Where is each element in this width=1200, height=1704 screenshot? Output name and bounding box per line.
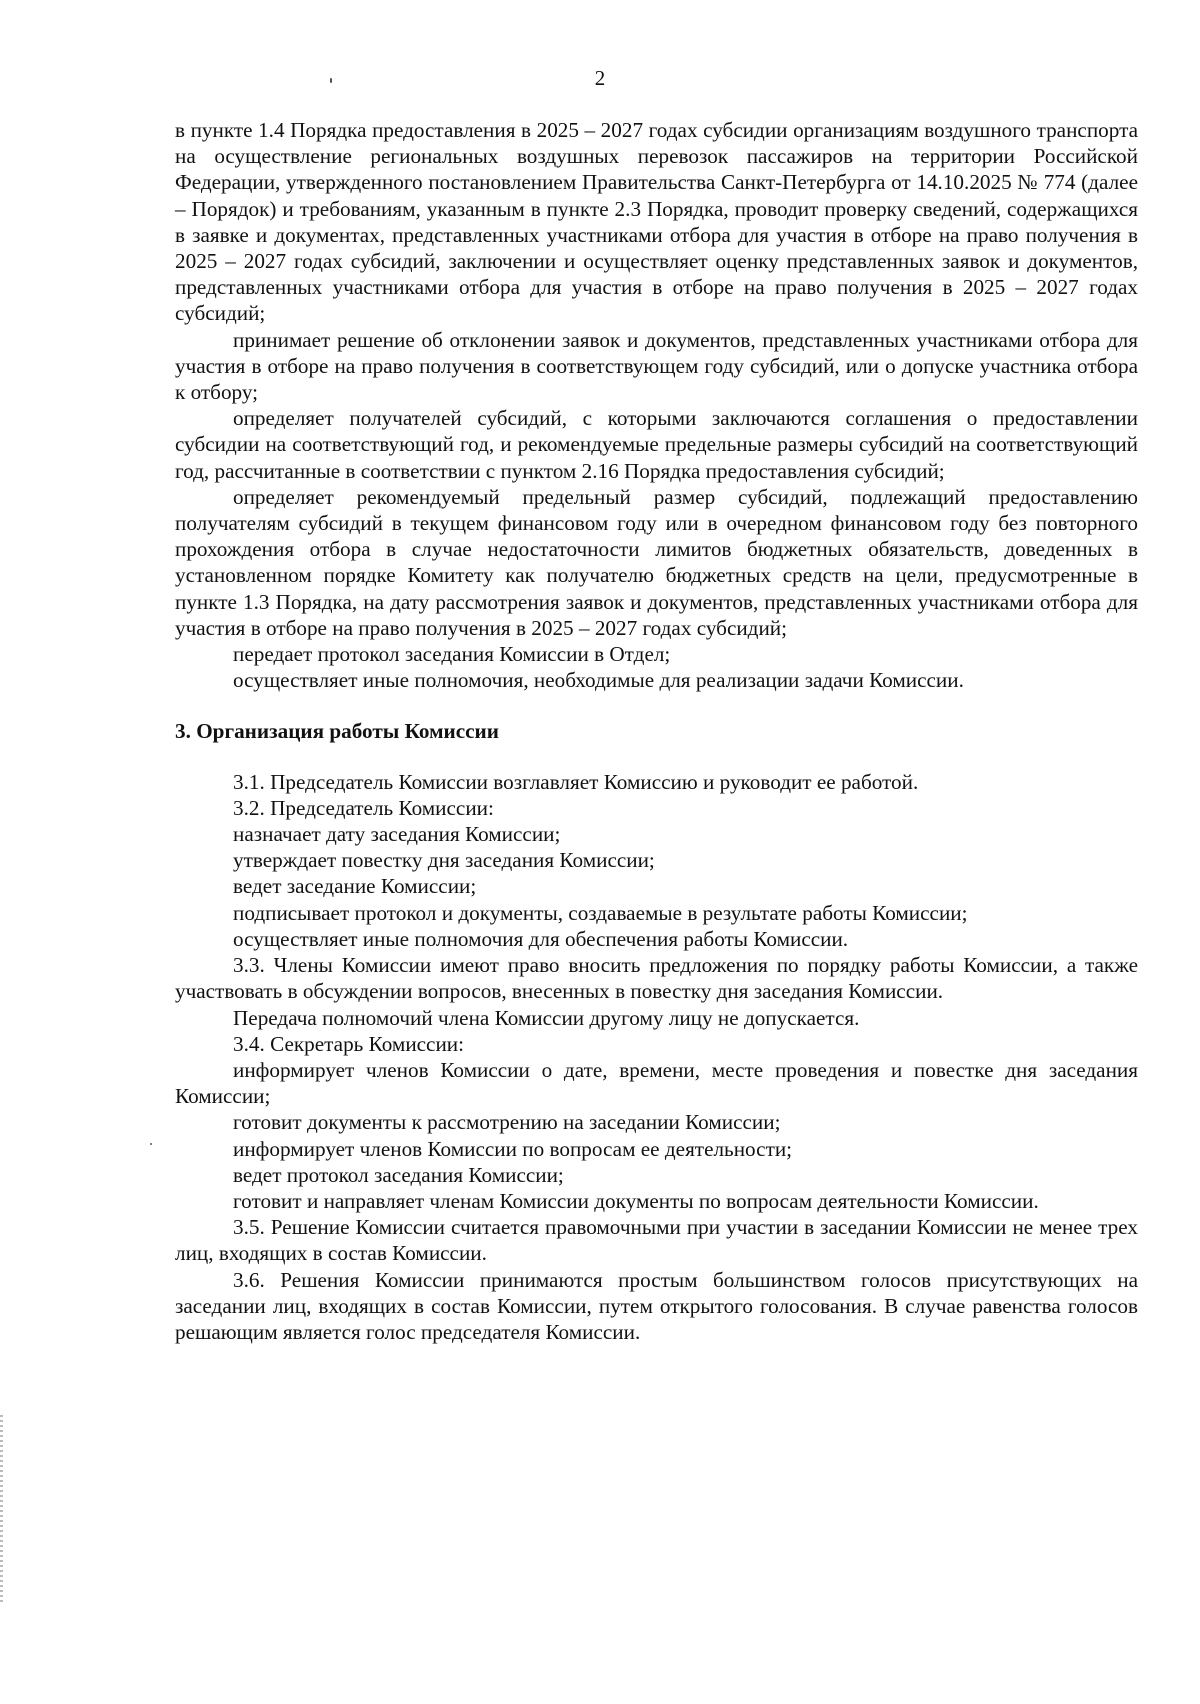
paragraph-delegation: Передача полномочий члена Комиссии другому лицу не допускается. bbox=[233, 1005, 860, 1030]
document-body bbox=[175, 117, 1138, 1345]
paragraph-1-4-reference: в пункте 1.4 Порядка предоставления в 2025 – 2027 годах субсидии организациям воздушного транспорта на осуществление региональных воздушных перевозок пассажиров на территории Российской Федерации, утвержденного постановлением Правительства Санкт-Петербурга от 14.10.2025 № 774 (далее – Порядок) и требованиям, указанным в пункте 2.3 Порядка, проводит проверку сведений, содержащихся в заявке и документах, представленных участниками отбора для участия в отборе на право получения в 2025 – 2027 годах субсидий, заключении и осуществляет оценку представленных заявок и документов, представленных участниками отбора для участия в отборе на право получения в 2025 – 2027 годах субсидий; bbox=[175, 118, 1138, 326]
list-item: готовит документы к рассмотрению на заседании Комиссии; bbox=[233, 1110, 781, 1135]
paragraph-3-1: 3.1. Председатель Комиссии возглавляет Комиссию и руководит ее работой. bbox=[233, 769, 919, 794]
list-item: осуществляет иные полномочия для обеспечения работы Комиссии. bbox=[233, 926, 849, 951]
paragraph-reject-decision: принимает решение об отклонении заявок и документов, представленных участниками отбора для участия в отборе на право получения в соответствующем году субсидий, или о допуске участника отбора к отбору; bbox=[175, 327, 1138, 405]
paragraph-transfer-protocol: передает протокол заседания Комиссии в Отдел; bbox=[233, 642, 671, 667]
paragraph-3-4: 3.4. Секретарь Комиссии: bbox=[233, 1031, 465, 1056]
page-number: 2 bbox=[594, 66, 606, 90]
list-item: ведет протокол заседания Комиссии; bbox=[233, 1162, 564, 1187]
list-item: утверждает повестку дня заседания Комиссии; bbox=[233, 848, 655, 873]
list-item: готовит и направляет членам Комиссии документы по вопросам деятельности Комиссии. bbox=[233, 1188, 1039, 1213]
list-item: ведет заседание Комиссии; bbox=[233, 874, 477, 899]
section-heading: 3. Организация работы Комиссии bbox=[175, 719, 499, 744]
paragraph-3-5: 3.5. Решение Комиссии считается правомочными при участии в заседании Комиссии не менее трех лиц, входящих в состав Комиссии. bbox=[175, 1215, 1138, 1266]
list-item: информирует членов Комиссии по вопросам ее деятельности; bbox=[233, 1136, 793, 1161]
paragraph-other-powers: осуществляет иные полномочия, необходимые для реализации задачи Комиссии. bbox=[233, 668, 964, 693]
paragraph-3-6: 3.6. Решения Комиссии принимаются простым большинством голосов присутствующих на заседании лиц, входящих в состав Комиссии, путем открытого голосования. В случае равенства голосов решающим является голос председателя Комиссии. bbox=[175, 1267, 1138, 1344]
list-item: подписывает протокол и документы, создаваемые в результате работы Комиссии; bbox=[233, 900, 968, 925]
list-item: информирует членов Комиссии о дате, времени, месте проведения и повестке дня заседания Комиссии; bbox=[175, 1057, 1138, 1109]
paragraph-determine-recipients: определяет получателей субсидий, с которыми заключаются соглашения о предоставлении субсидии на соответствующий год, и рекомендуемые предельные размеры субсидий на соответствующий год, рассчитанные в соответствии с пунктом 2.16 Порядка предоставления субсидий; bbox=[175, 406, 1138, 483]
paragraph-3-2: 3.2. Председатель Комиссии: bbox=[233, 795, 494, 820]
scan-edge-artifact bbox=[0, 1415, 3, 1605]
list-item: назначает дату заседания Комиссии; bbox=[233, 822, 561, 847]
scan-speck bbox=[150, 1143, 152, 1145]
paragraph-determine-limit: определяет рекомендуемый предельный размер субсидий, подлежащий предоставлению получателям субсидий в текущем финансовом году или в очередном финансовом году без повторного прохождения отбора в случае недостаточности лимитов бюджетных обязательств, доведенных в установленном порядке Комитету как получателю бюджетных средств на цели, предусмотренные в пункте 1.3 Порядка, на дату рассмотрения заявок и документов, представленных участниками отбора для участия в отборе на право получения в 2025 – 2027 годах субсидий; bbox=[175, 484, 1138, 640]
paragraph-3-3: 3.3. Члены Комиссии имеют право вносить предложения по порядку работы Комиссии, а также участвовать в обсуждении вопросов, внесенных в повестку дня заседания Комиссии. bbox=[175, 953, 1138, 1004]
